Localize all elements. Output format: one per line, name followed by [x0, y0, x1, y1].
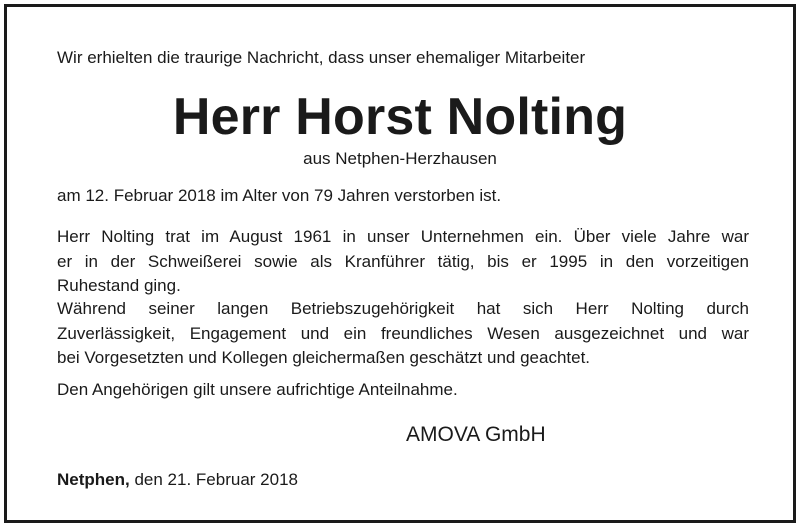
company-signature: AMOVA GmbH [406, 423, 546, 446]
career-line-3: Ruhestand ging. [57, 276, 181, 295]
career-line-2: er in der Schweißerei sowie als Kranführer tätig, bis er 1995 in den vorzeitigen [57, 251, 749, 271]
appreciation-line-1: Während seiner langen Betriebszugehörigkeit hat sich Herr Nolting durch [57, 299, 749, 318]
career-paragraph [57, 225, 749, 299]
intro-text: Wir erhielten die traurige Nachricht, dass unser ehemaliger Mitarbeiter [57, 48, 586, 67]
appreciation-paragraph [57, 297, 749, 371]
place-date-line [57, 468, 298, 492]
career-line-1: Herr Nolting trat im August 1961 in unser Unternehmen ein. Über viele Jahre war [57, 227, 749, 246]
origin-text: aus Netphen-Herzhausen [303, 149, 497, 168]
place-text: Netphen, [57, 470, 130, 489]
deceased-name: Herr Horst Nolting [172, 88, 628, 146]
date-text: den 21. Februar 2018 [134, 470, 298, 489]
death-date-text: am 12. Februar 2018 im Alter von 79 Jahren verstorben ist. [57, 186, 502, 205]
appreciation-line-3: bei Vorgesetzten und Kollegen gleichermaßen geschätzt und geachtet. [57, 348, 591, 367]
condolence-text: Den Angehörigen gilt unsere aufrichtige Anteilnahme. [57, 380, 458, 399]
appreciation-line-2: Zuverlässigkeit, Engagement und ein freundliches Wesen ausgezeichnet und war [57, 323, 749, 343]
obituary-notice [4, 4, 796, 523]
